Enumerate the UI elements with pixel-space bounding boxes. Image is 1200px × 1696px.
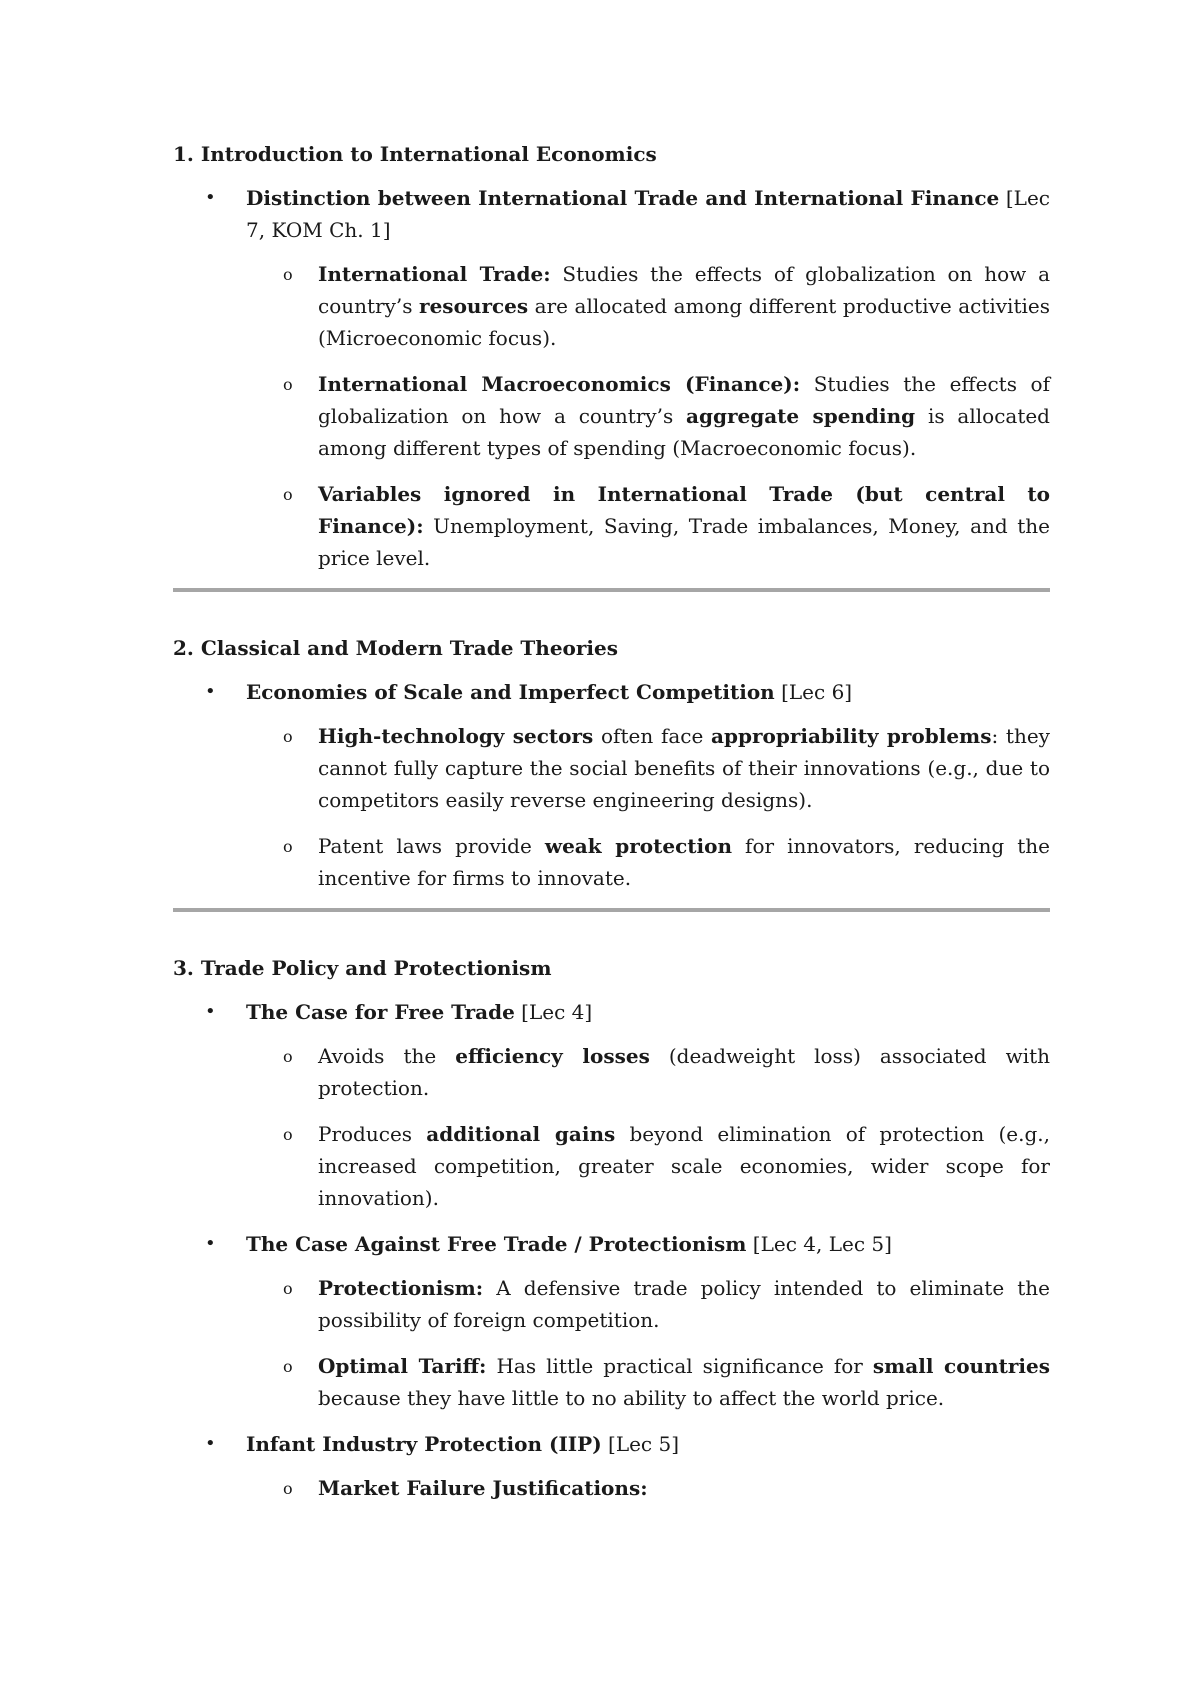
- sub-bullet-marker: o: [283, 1279, 293, 1298]
- bold-text: Protectionism:: [318, 1276, 484, 1300]
- text-run: [Lec 6]: [774, 680, 853, 704]
- text-run: beyond elimination of protection (e.g., increased competition, greater scale economies, wider scope for innovation).: [318, 1122, 1051, 1210]
- sub-bullet-marker: o: [283, 375, 293, 394]
- bold-text: additional gains: [426, 1122, 616, 1146]
- bold-text: Market Failure Justifications:: [318, 1476, 648, 1500]
- bold-text: Variables ignored in International Trade (but central to Finance):: [318, 482, 1050, 538]
- text-run: for innovators, reducing the incentive for firms to innovate.: [318, 834, 1050, 890]
- bold-text: The Case Against Free Trade / Protectionism: [246, 1232, 747, 1256]
- bullet-marker: •: [205, 1001, 216, 1022]
- bullet-item: [173, 1428, 1050, 1460]
- bold-text: efficiency losses: [455, 1044, 650, 1068]
- sub-bullet-marker: o: [283, 1479, 293, 1498]
- text-run: often face: [593, 724, 712, 748]
- sub-bullet-item: [173, 1350, 1050, 1414]
- bold-text: International Trade:: [318, 262, 551, 286]
- text-run: because they have little to no ability to affect the world price.: [318, 1386, 945, 1410]
- bullet-item: [173, 996, 1050, 1028]
- text-run: Avoids the: [318, 1044, 456, 1068]
- bullet-marker: •: [205, 187, 216, 208]
- sub-bullet-marker: o: [283, 727, 293, 746]
- bullet-marker: •: [205, 1233, 216, 1254]
- bold-text: Economies of Scale and Imperfect Competition: [246, 680, 775, 704]
- sub-bullet-item: [173, 258, 1050, 354]
- text-run: [Lec 4, Lec 5]: [746, 1232, 892, 1256]
- text-run: (deadweight loss) associated with protection.: [318, 1044, 1051, 1100]
- text-run: [Lec 7, KOM Ch. 1]: [246, 186, 1051, 242]
- bold-text: International Macroeconomics (Finance):: [318, 372, 801, 396]
- section: [173, 952, 1050, 1504]
- text-run: Patent laws provide: [318, 834, 545, 858]
- bold-text: The Case for Free Trade: [246, 1000, 515, 1024]
- bold-text: resources: [419, 294, 529, 318]
- bold-text: weak protection: [544, 834, 732, 858]
- sub-bullet-item: [173, 1272, 1050, 1336]
- text-run: [Lec 5]: [601, 1432, 680, 1456]
- section-title: 1. Introduction to International Economics: [173, 142, 657, 166]
- text-run: [Lec 4]: [514, 1000, 593, 1024]
- bold-text: small countries: [872, 1354, 1050, 1378]
- bullet-marker: •: [205, 1433, 216, 1454]
- sub-bullet-marker: o: [283, 837, 293, 856]
- sub-bullet-item: [173, 1472, 1050, 1504]
- bullet-item: [173, 676, 1050, 708]
- sub-bullet-item: [173, 1118, 1050, 1214]
- text-run: : they cannot fully capture the social benefits of their innovations (e.g., due to competitors easily reverse engineering designs).: [318, 724, 1050, 812]
- text-run: Studies the effects of globalization on how a country’s: [318, 262, 1050, 318]
- bold-text: Infant Industry Protection (IIP): [246, 1432, 602, 1456]
- text-run: A defensive trade policy intended to eliminate the possibility of foreign competition.: [318, 1276, 1050, 1332]
- text-run: Studies the effects of globalization on how a country’s: [318, 372, 1050, 428]
- bold-text: Optimal Tariff:: [318, 1354, 487, 1378]
- sub-bullet-marker: o: [283, 1047, 293, 1066]
- text-run: Unemployment, Saving, Trade imbalances, Money, and the price level.: [318, 514, 1050, 570]
- section: [173, 138, 1050, 574]
- text-run: are allocated among different productive activities (Microeconomic focus).: [318, 294, 1050, 350]
- section-divider: [173, 588, 1050, 592]
- section-title: 2. Classical and Modern Trade Theories: [173, 636, 619, 660]
- sub-bullet-item: [173, 1040, 1050, 1104]
- bullet-marker: •: [205, 681, 216, 702]
- bold-text: Distinction between International Trade and International Finance: [246, 186, 1000, 210]
- section-title: 3. Trade Policy and Protectionism: [173, 956, 552, 980]
- sub-bullet-item: [173, 478, 1050, 574]
- sub-bullet-item: [173, 368, 1050, 464]
- bold-text: aggregate spending: [686, 404, 916, 428]
- bullet-item: [173, 182, 1050, 246]
- sub-bullet-marker: o: [283, 1357, 293, 1376]
- section-divider: [173, 908, 1050, 912]
- sub-bullet-marker: o: [283, 265, 293, 284]
- text-run: Produces: [318, 1122, 427, 1146]
- bullet-item: [173, 1228, 1050, 1260]
- sub-bullet-item: [173, 830, 1050, 894]
- section: [173, 632, 1050, 894]
- bold-text: appropriability problems: [711, 724, 992, 748]
- sub-bullet-marker: o: [283, 1125, 293, 1144]
- text-run: Has little practical significance for: [486, 1354, 873, 1378]
- sub-bullet-marker: o: [283, 485, 293, 504]
- text-run: is allocated among different types of spending (Macroeconomic focus).: [318, 404, 1050, 460]
- bold-text: High-technology sectors: [318, 724, 594, 748]
- document-body: [173, 138, 1050, 1518]
- sub-bullet-item: [173, 720, 1050, 816]
